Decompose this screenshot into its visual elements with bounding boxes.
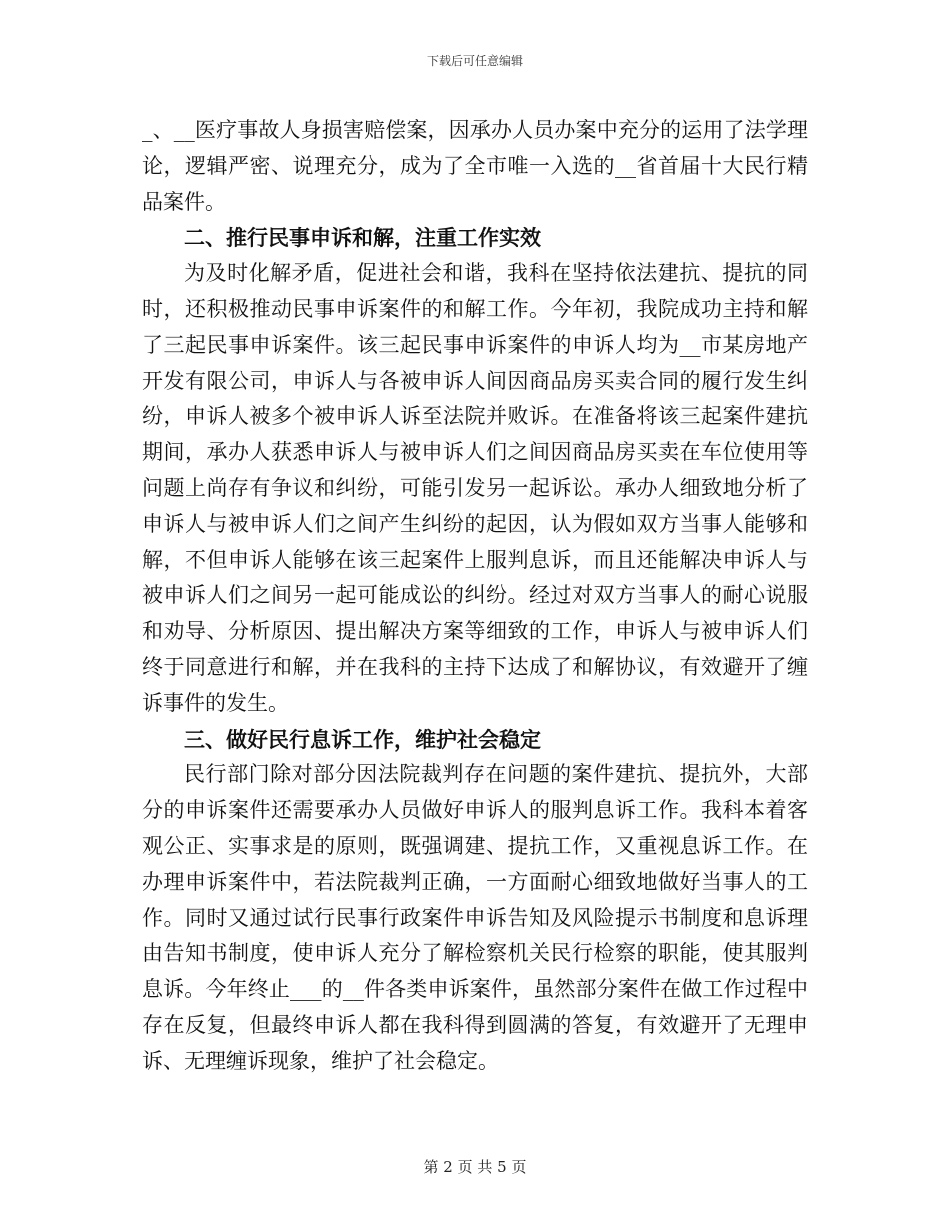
page-number: 第 2 页 共 5 页	[423, 1158, 527, 1176]
section-heading-2: 二、推行民事申诉和解，注重工作实效	[184, 225, 541, 251]
page-header-note: 下载后可任意编辑	[426, 54, 523, 68]
paragraph-3: 民行部门除对部分因法院裁判存在问题的案件建抗、提抗外，大部分的申诉案件还需要承办人员做好申诉人的服判息诉工作。我科本着客观公正、实事求是的原则，既强调建、提抗工作，又重视息诉工作。在办理申诉案件中，若法院裁判正确，一方面耐心细致地做好当事人的工作。同时又通过试行民事行政案件申诉告知及风险提示书制度和息诉理由告知书制度，使申诉人充分了解检察机关民行检察的职能，使其服判息诉。今年终止___的__件各类申诉案件，虽然部分案件在做工作过程中存在反复，但最终申诉人都在我科得到圆满的答复，有效避开了无理申诉、无理缠诉现象，维护了社会稳定。	[142, 762, 808, 1073]
section-heading-3: 三、做好民行息诉工作，维护社会稳定	[184, 726, 541, 752]
document-body	[142, 113, 808, 1080]
paragraph-2: 为及时化解矛盾，促进社会和谐，我科在坚持依法建抗、提抗的同时，还积极推动民事申诉案件的和解工作。今年初，我院成功主持和解了三起民事申诉案件。该三起民事申诉案件的申诉人均为__市某房地产开发有限公司，申诉人与各被申诉人间因商品房买卖合同的履行发生纠纷，申诉人被多个被申诉人诉至法院并败诉。在准备将该三起案件建抗期间，承办人获悉申诉人与被申诉人们之间因商品房买卖在车位使用等问题上尚存有争议和纠纷，可能引发另一起诉讼。承办人细致地分析了申诉人与被申诉人们之间产生纠纷的起因，认为假如双方当事人能够和解，不但申诉人能够在该三起案件上服判息诉，而且还能解决申诉人与被申诉人们之间另一起可能成讼的纠纷。经过对双方当事人的耐心说服和劝导、分析原因、提出解决方案等细致的工作，申诉人与被申诉人们终于同意进行和解，并在我科的主持下达成了和解协议，有效避开了缠诉事件的发生。	[142, 261, 808, 715]
paragraph-1: _、__医疗事故人身损害赔偿案，因承办人员办案中充分的运用了法学理论，逻辑严密、说理充分，成为了全市唯一入选的__省首届十大民行精品案件。	[142, 118, 808, 214]
